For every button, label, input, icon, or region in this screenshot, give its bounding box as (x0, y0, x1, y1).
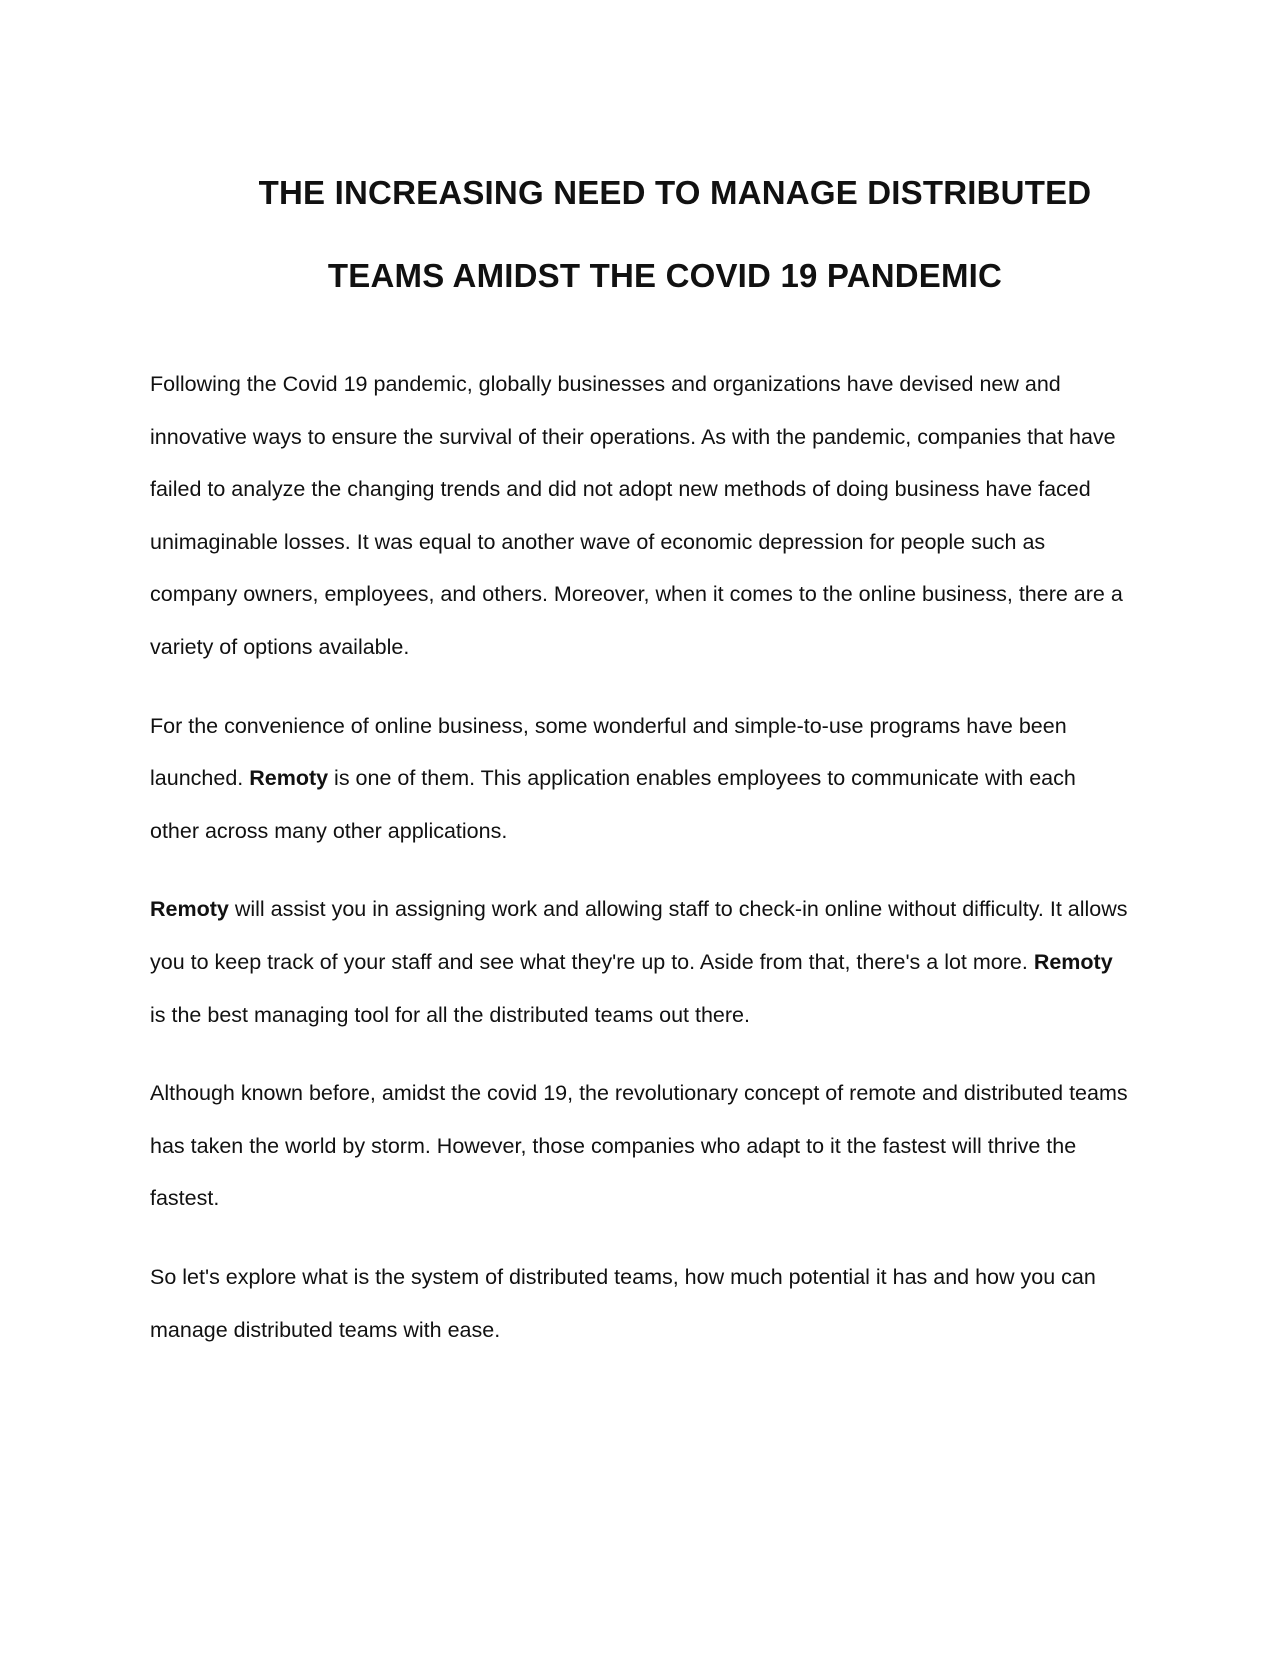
paragraph-text: will assist you in assigning work and allowing staff to check-in online without difficulty. It allows you to keep track of your staff and see what they're up to. Aside from that, there's a lot more. (150, 897, 1128, 974)
document-body (150, 358, 1130, 1382)
paragraph-remoty-features (150, 883, 1130, 1041)
paragraph-text: Although known before, amidst the covid 19, the revolutionary concept of remote and distributed teams has taken the world by storm. However, those companies who adapt to it the fastest will thrive the fastest. (150, 1081, 1128, 1211)
paragraph-text: Following the Covid 19 pandemic, globally businesses and organizations have devised new and innovative ways to ensure the survival of their operations. As with the pandemic, companies that have failed to analyze the changing trends and did not adopt new methods of doing business have faced unimaginable losses. It was equal to another wave of economic depression for people such as company owners, employees, and others. Moreover, when it comes to the online business, there are a variety of options available. (150, 372, 1123, 659)
paragraph-text: So let's explore what is the system of distributed teams, how much potential it has and how you can manage distributed teams with ease. (150, 1264, 1096, 1342)
document-title-line-2: TEAMS AMIDST THE COVID 19 PANDEMIC (327, 257, 1003, 294)
paragraph-online-business (150, 700, 1130, 858)
paragraph-remote-teams (150, 1067, 1130, 1225)
paragraph-text: is one of them. This application enables employees to communicate with each other across many other applications. (150, 766, 1076, 843)
paragraph-text: is the best managing tool for all the distributed teams out there. (150, 1002, 750, 1027)
product-name-bold: Remoty (150, 897, 229, 922)
product-name-bold: Remoty (249, 766, 329, 791)
paragraph-explore (150, 1251, 1130, 1356)
product-name-bold: Remoty (1033, 949, 1113, 974)
paragraph-intro (150, 358, 1130, 674)
document-title-line-1: THE INCREASING NEED TO MANAGE DISTRIBUTED (258, 174, 1092, 211)
paragraph-text: For the convenience of online business, some wonderful and simple-to-use programs have been launched. (150, 713, 1067, 791)
